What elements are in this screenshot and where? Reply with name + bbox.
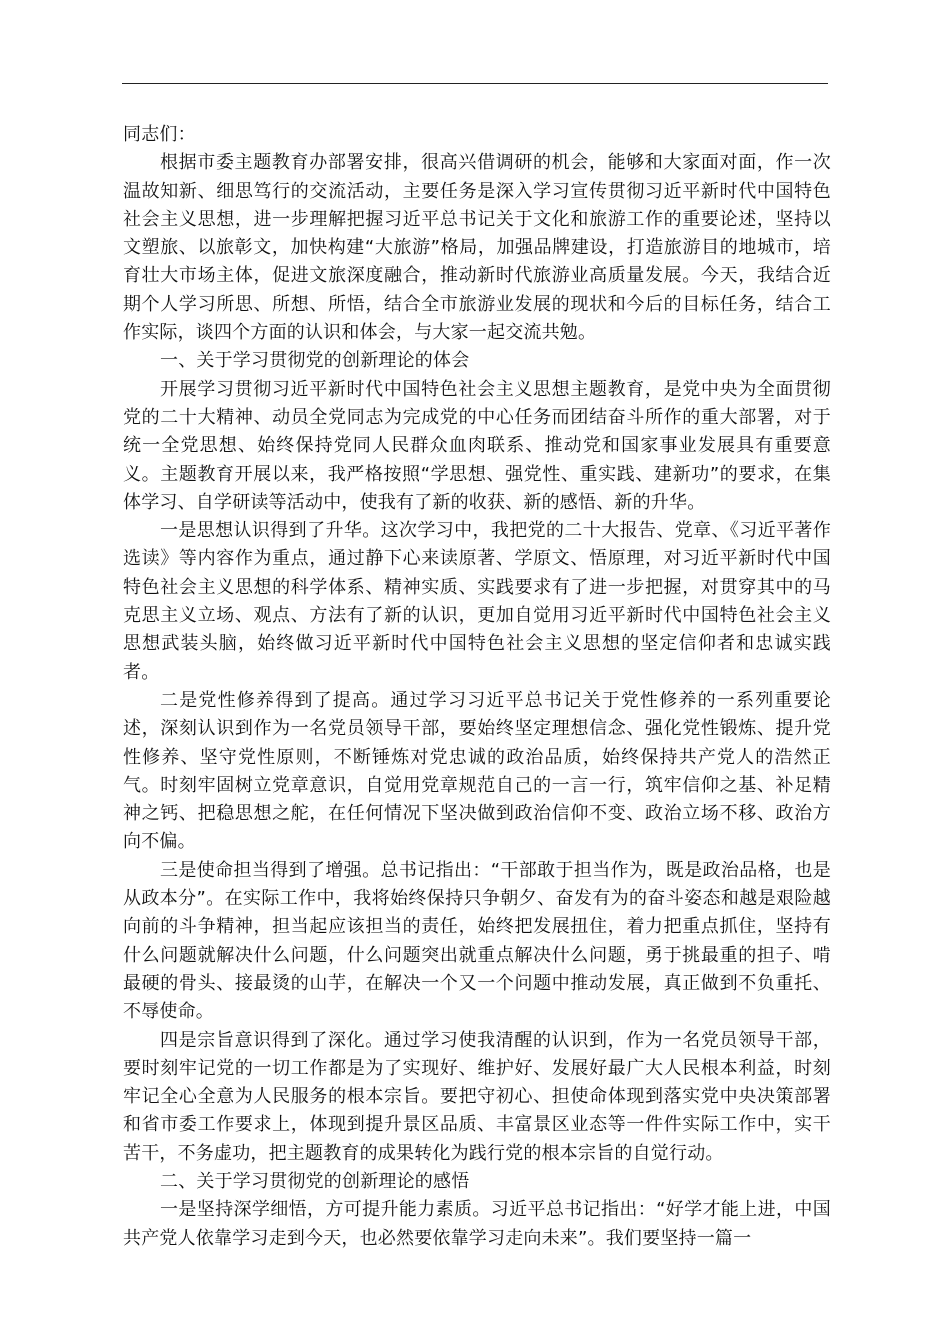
- paragraph: 四是宗旨意识得到了深化。通过学习使我清醒的认识到，作为一名党员领导干部，要时刻牢记党的一切工作都是为了实现好、维护好、发展好最广大人民根本利益，时刻牢记全心全意为人民服务的根本宗旨。要把守初心、担使命体现到落实党中央决策部署和省市委工作要求上，体现到提升景区品质、丰富景区业态等一件件实际工作中，实干苦干，不务虚功，把主题教育的成果转化为践行党的根本宗旨的自觉行动。: [123, 1029, 831, 1164]
- document-body: [123, 121, 831, 1253]
- paragraph: 三是使命担当得到了增强。总书记指出：“干部敢于担当作为，既是政治品格，也是从政本分”。在实际工作中，我将始终保持只争朝夕、奋发有为的奋斗姿态和越是艰险越向前的斗争精神，担当起应该担当的责任，始终把发展扭住，着力把重点抓住，坚持有什么问题就解决什么问题，什么问题突出就重点解决什么问题，勇于挑最重的担子、啃最硬的骨头、接最烫的山芋，在解决一个又一个问题中推动发展，真正做到不负重托、不辱使命。: [123, 859, 831, 1023]
- paragraph: 一是思想认识得到了升华。这次学习中，我把党的二十大报告、党章、《习近平著作选读》等内容作为重点，通过静下心来读原著、学原文、悟原理，对习近平新时代中国特色社会主义思想的科学体系、精神实质、实践要求有了进一步把握，对贯穿其中的马克思主义立场、观点、方法有了新的认识，更加自觉用习近平新时代中国特色社会主义思想武装头脑，始终做习近平新时代中国特色社会主义思想的坚定信仰者和忠诚实践者。: [123, 520, 831, 683]
- salutation: 同志们：: [123, 124, 196, 145]
- header-rule: [122, 83, 828, 84]
- section-heading-2: 二、关于学习贯彻党的创新理论的感悟: [160, 1170, 470, 1192]
- section-heading-1: 一、关于学习贯彻党的创新理论的体会: [160, 350, 470, 372]
- paragraph-intro: 根据市委主题教育办部署安排，很高兴借调研的机会，能够和大家面对面，作一次温故知新、细思笃行的交流活动，主要任务是深入学习宣传贯彻习近平新时代中国特色社会主义思想，进一步理解把握习近平总书记关于文化和旅游工作的重要论述，坚持以文塑旅、以旅彰文，加快构建“大旅游”格局，加强品牌建设，打造旅游目的地城市，培育壮大市场主体，促进文旅深度融合，推动新时代旅游业高质量发展。今天，我结合近期个人学习所思、所想、所悟，结合全市旅游业发展的现状和今后的目标任务，结合工作实际，谈四个方面的认识和体会，与大家一起交流共勉。: [123, 152, 831, 344]
- paragraph: 二是党性修养得到了提高。通过学习习近平总书记关于党性修养的一系列重要论述，深刻认识到作为一名党员领导干部，要始终坚定理想信念、强化党性锻炼、提升党性修养、坚守党性原则，不断锤炼对党忠诚的政治品质，始终保持共产党人的浩然正气。时刻牢固树立党章意识，自觉用党章规范自己的一言一行，筑牢信仰之基、补足精神之钙、把稳思想之舵，在任何情况下坚决做到政治信仰不变、政治立场不移、政治方向不偏。: [123, 689, 831, 853]
- paragraph: 开展学习贯彻习近平新时代中国特色社会主义思想主题教育，是党中央为全面贯彻党的二十大精神、动员全党同志为完成党的中心任务而团结奋斗所作的重大部署，对于统一全党思想、始终保持党同人民群众血肉联系、推动党和国家事业发展具有重要意义。主题教育开展以来，我严格按照“学思想、强党性、重实践、建新功”的要求，在集体学习、自学研读等活动中，使我有了新的收获、新的感悟、新的升华。: [123, 378, 831, 513]
- paragraph: 一是坚持深学细悟，方可提升能力素质。习近平总书记指出：“好学才能上进，中国共产党人依靠学习走到今天，也必然要依靠学习走向未来”。我们要坚持一篇一: [123, 1199, 831, 1249]
